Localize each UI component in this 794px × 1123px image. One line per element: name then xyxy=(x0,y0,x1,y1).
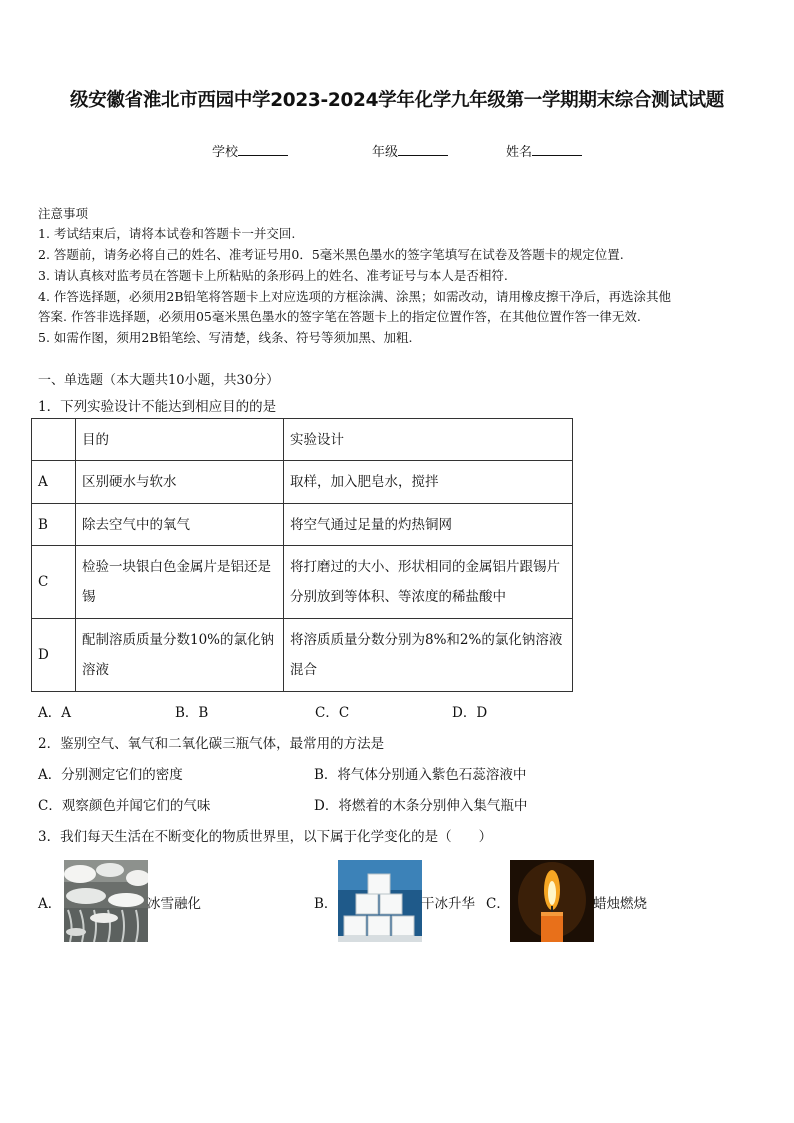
q3-option-b-label: 干冰升华 xyxy=(421,896,475,912)
name-field: 姓名 xyxy=(506,141,582,160)
row-design: 将溶质质量分数分别为8%和2%的氯化钠溶液混合 xyxy=(284,619,573,692)
q3-option-b-key[interactable]: B． xyxy=(314,896,338,912)
table-header-cell xyxy=(32,419,76,461)
row-goal: 检验一块银白色金属片是铝还是锡 xyxy=(76,546,284,619)
q3-option-a-label: 冰雪融化 xyxy=(147,896,201,912)
row-design: 取样，加入肥皂水，搅拌 xyxy=(284,461,573,504)
notice-line: 3. 请认真核对监考员在答题卡上所粘贴的条形码上的姓名、准考证号与本人是否相符. xyxy=(38,268,508,283)
name-blank[interactable] xyxy=(532,143,582,156)
table-row xyxy=(32,546,573,619)
row-goal: 区别硬水与软水 xyxy=(76,461,284,504)
q1-option-a[interactable]: A．A xyxy=(38,705,71,721)
q2-option-a[interactable]: A．分别测定它们的密度 xyxy=(38,767,183,783)
notice-heading: 注意事项 xyxy=(38,206,89,221)
grade-blank[interactable] xyxy=(398,143,448,156)
notice-line: 1. 考试结束后，请将本试卷和答题卡一并交回. xyxy=(38,226,296,241)
row-key: A xyxy=(32,461,76,504)
question-3-stem: 3．我们每天生活在不断变化的物质世界里，以下属于化学变化的是（ ） xyxy=(38,829,493,845)
notice-line: 4. 作答选择题，必须用2B铅笔将答题卡上对应选项的方框涂满、涂黑；如需改动，请用橡皮擦干净后，再选涂其他 xyxy=(38,289,672,304)
school-blank[interactable] xyxy=(238,143,288,156)
school-field: 学校 xyxy=(212,141,288,160)
q2-option-d[interactable]: D．将燃着的木条分别伸入集气瓶中 xyxy=(314,798,528,814)
experiment-table xyxy=(31,418,573,692)
table-header-cell: 实验设计 xyxy=(284,419,573,461)
row-design: 将打磨过的大小、形状相同的金属铝片跟锡片分别放到等体积、等浓度的稀盐酸中 xyxy=(284,546,573,619)
q1-option-d[interactable]: D．D xyxy=(452,705,488,721)
question-1-stem: 1．下列实验设计不能达到相应目的的是 xyxy=(38,399,277,415)
table-header-cell: 目的 xyxy=(76,419,284,461)
row-key: D xyxy=(32,619,76,692)
notice-line: 5. 如需作图，须用2B铅笔绘、写清楚，线条、符号等须加黑、加粗. xyxy=(38,330,413,345)
row-key: C xyxy=(32,546,76,619)
notice-line: 答案. 作答非选择题，必须用05毫米黑色墨水的签字笔在答题卡上的指定位置作答，在其他位置作答一律无效. xyxy=(38,309,641,324)
q2-option-c[interactable]: C．观察颜色并闻它们的气味 xyxy=(38,798,211,814)
row-key: B xyxy=(32,504,76,546)
notice-line: 2. 答题前，请务必将自己的姓名、准考证号用0．5毫米黑色墨水的签字笔填写在试卷及答题卡的规定位置. xyxy=(38,247,624,262)
q2-option-b[interactable]: B．将气体分别通入紫色石蕊溶液中 xyxy=(314,767,527,783)
table-header-row xyxy=(32,419,573,461)
q3-option-c-key[interactable]: C． xyxy=(486,896,510,912)
table-row xyxy=(32,619,573,692)
table-row xyxy=(32,461,573,504)
row-goal: 配制溶质质量分数10%的氯化钠溶液 xyxy=(76,619,284,692)
q1-option-c[interactable]: C．C xyxy=(315,705,350,721)
ice-snow-photo-icon xyxy=(64,860,148,942)
row-goal: 除去空气中的氧气 xyxy=(76,504,284,546)
candle-flame-photo-icon xyxy=(510,860,594,942)
q3-option-c-label: 蜡烛燃烧 xyxy=(593,896,647,912)
row-design: 将空气通过足量的灼热铜网 xyxy=(284,504,573,546)
dry-ice-blocks-photo-icon xyxy=(338,860,422,942)
grade-field: 年级 xyxy=(372,141,448,160)
q3-option-a-key[interactable]: A． xyxy=(38,896,62,912)
question-2-stem: 2．鉴别空气、氧气和二氧化碳三瓶气体，最常用的方法是 xyxy=(38,736,385,752)
page-title: 级安徽省淮北市西园中学2023-2024学年化学九年级第一学期期末综合测试试题 xyxy=(70,90,724,111)
table-row xyxy=(32,504,573,546)
section-heading: 一、单选题（本大题共10小题，共30分） xyxy=(38,373,280,388)
q1-option-b[interactable]: B．B xyxy=(175,705,209,721)
